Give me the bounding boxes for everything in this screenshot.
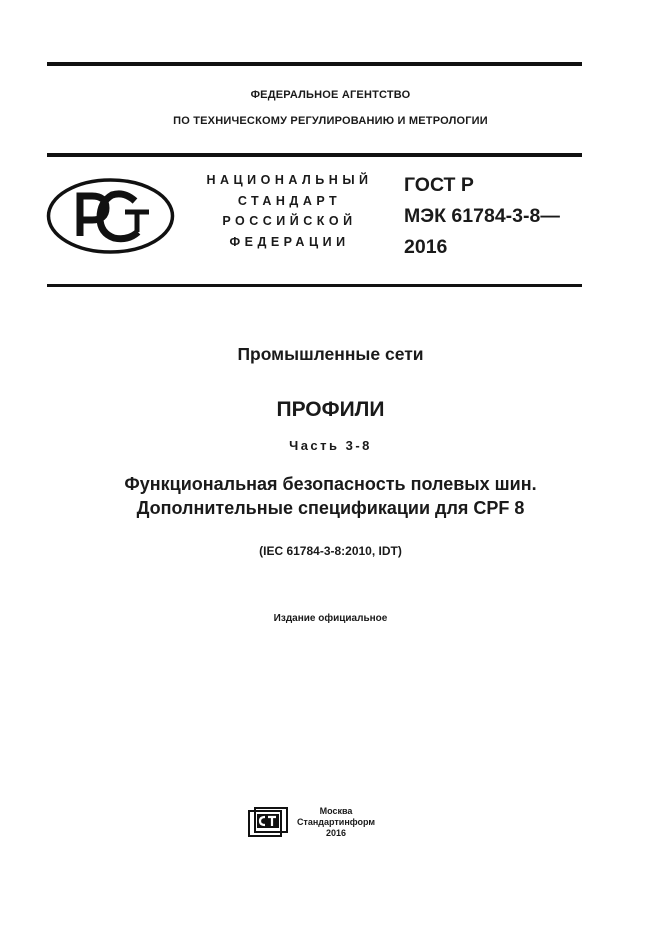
edition-label: Издание официальное <box>273 613 388 624</box>
title-rule <box>47 284 582 287</box>
publisher-year: 2016 <box>325 828 347 838</box>
subject-title-line-1: Функциональная безопасность полевых шин. <box>124 474 537 494</box>
iec-reference: (IEC 61784-3-8:2010, IDT) <box>259 544 402 558</box>
national-standard-line-4: ФЕДЕРАЦИИ <box>229 234 350 249</box>
national-standard-line-3: РОССИЙСКОЙ <box>222 214 357 228</box>
publisher-block <box>290 806 382 839</box>
agency-line-2: ПО ТЕХНИЧЕСКОМУ РЕГУЛИРОВАНИЮ И МЕТРОЛОГИИ <box>173 115 488 127</box>
rst-certification-mark-icon <box>46 177 175 255</box>
standard-designation-line-3: 2016 <box>404 236 448 258</box>
header-rule <box>47 153 582 157</box>
national-standard-label <box>192 170 387 252</box>
publisher-city: Москва <box>319 806 353 816</box>
national-standard-line-2: СТАНДАРТ <box>237 193 342 208</box>
main-title: ПРОФИЛИ <box>276 398 385 421</box>
standard-designation-line-1: ГОСТ Р <box>404 174 474 196</box>
series-title: Промышленные сети <box>237 344 424 364</box>
publisher-name: Стандартинформ <box>296 817 376 827</box>
national-standard-line-1: НАЦИОНАЛЬНЫЙ <box>206 173 373 187</box>
top-rule <box>47 62 582 66</box>
subject-title <box>0 472 661 520</box>
subject-title-line-2: Дополнительные спецификации для CPF 8 <box>136 498 525 518</box>
standard-designation-line-2: МЭК 61784-3-8— <box>404 205 560 227</box>
part-number: Часть 3-8 <box>289 438 372 453</box>
standard-designation <box>404 170 560 263</box>
standartinform-logo-icon <box>247 806 289 838</box>
agency-line-1: ФЕДЕРАЛЬНОЕ АГЕНТСТВО <box>250 89 411 101</box>
